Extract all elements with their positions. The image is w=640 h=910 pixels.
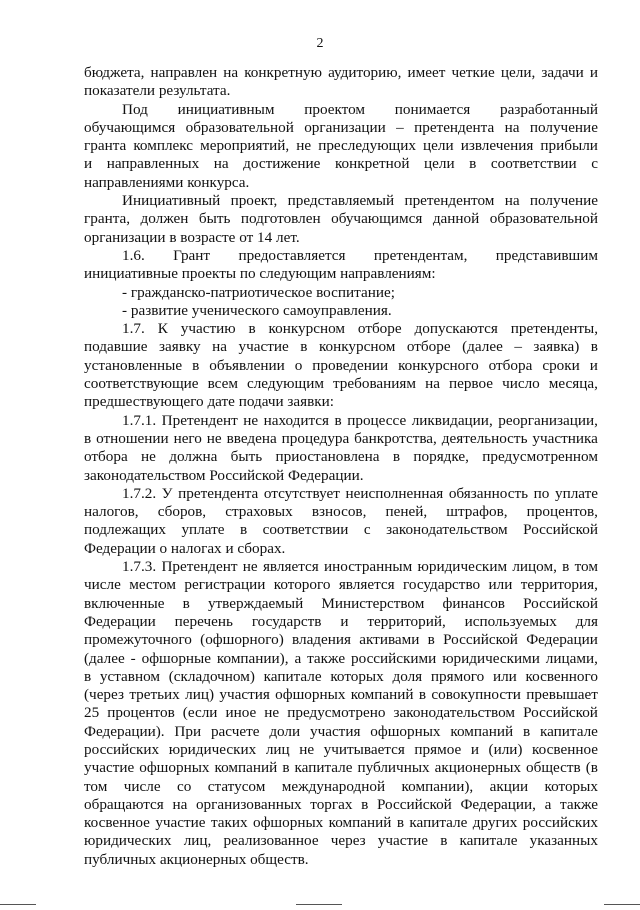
text-line: 25 процентов (если иное не предусмотрено законодательством Российской <box>84 704 598 722</box>
text-line: инициативные проекты по следующим направлениям: <box>84 265 436 283</box>
text-line: косвенное участие таких офшорных компаний в капитале других российских <box>84 814 598 832</box>
document-body <box>84 64 598 869</box>
text-line: подавшие заявку на участие в конкурсном отборе (далее – заявка) в <box>84 338 598 356</box>
text-line: 1.7.2. У претендента отсутствует неисполненная обязанность по уплате <box>122 484 598 502</box>
text-line: направлениями конкурса. <box>84 173 250 191</box>
text-line: Федерации о налогах и сборах. <box>84 539 286 557</box>
text-line: гранта, должен быть подготовлен обучающимся данной образовательной <box>84 210 598 228</box>
page-number: 2 <box>316 36 324 51</box>
text-line: юридических лиц, реализованное через участие в капитале указанных <box>84 832 598 850</box>
text-line: обращаются на организованных торгах в Российской Федерации, а также <box>84 795 598 813</box>
text-line: Под инициативным проектом понимается разработанный <box>122 100 598 118</box>
text-line: участие офшорных компаний в капитале публичных акционерных обществ (в <box>84 759 598 777</box>
text-line: числе местом регистрации которого является государство или территория, <box>84 576 598 594</box>
paragraph <box>84 302 598 320</box>
text-line: показатели результата. <box>84 82 231 100</box>
text-line: (далее - офшорные компании), а также российскими юридическими лицами, <box>84 649 598 667</box>
text-line: установленные в объявлении о проведении конкурсного отбора сроки и <box>84 356 598 374</box>
paragraph <box>84 192 598 247</box>
text-line: и направленных на достижение конкретной цели в соответствии с <box>84 155 598 173</box>
paragraph <box>84 412 598 485</box>
text-line: Инициативный проект, представляемый претендентом на получение <box>122 192 598 210</box>
text-line: налогов, сборов, страховых взносов, пеней, штрафов, процентов, <box>84 503 598 521</box>
text-line: включенные в утверждаемый Министерством финансов Российской <box>84 594 598 612</box>
text-line: 1.7.1. Претендент не находится в процессе ликвидации, реорганизации, <box>122 411 598 429</box>
paragraph <box>84 320 598 411</box>
text-line: организации в возрасте от 14 лет. <box>84 228 300 246</box>
text-line: в уставном (складочном) капитале которых доля прямого или косвенного <box>84 667 598 685</box>
text-line: отбора не должна быть приостановлена в порядке, предусмотренном <box>84 448 598 466</box>
paragraph <box>84 284 598 302</box>
text-line: предшествующего дате подачи заявки: <box>84 393 335 411</box>
text-line: подлежащих уплате в соответствии с законодательством Российской <box>84 521 598 539</box>
bottom-edge-mark-right <box>604 904 640 905</box>
paragraph <box>84 64 598 101</box>
text-line: (через третьих лиц) участия офшорных компаний в совокупности превышает <box>84 686 598 704</box>
text-line: бюджета, направлен на конкретную аудиторию, имеет четкие цели, задачи и <box>84 64 598 81</box>
text-line: соответствующие всем следующим требованиям на первое число месяца, <box>84 375 598 393</box>
paragraph <box>84 101 598 192</box>
text-line: 1.7.3. Претендент не является иностранным юридическим лицом, в том <box>122 558 598 576</box>
text-line: 1.6. Грант предоставляется претендентам, представившим <box>122 246 598 264</box>
text-line: Федерации перечень государств и территорий, используемых для <box>84 612 598 630</box>
text-line: том числе со статусом международной компании), акции которых <box>84 777 598 795</box>
paragraph <box>84 247 598 284</box>
text-line: Федерации). При расчете доли участия офшорных компаний в капитале <box>84 722 598 740</box>
text-line: российских юридических лиц не учитывается прямое и (или) косвенное <box>84 740 598 758</box>
bottom-edge-mark-center <box>296 904 342 905</box>
text-line: промежуточного (офшорного) владения активами в Российской Федерации <box>84 631 598 649</box>
text-line: - развитие ученического самоуправления. <box>122 301 392 319</box>
text-line: в отношении него не введена процедура банкротства, деятельность участника <box>84 429 598 447</box>
paragraph <box>84 485 598 558</box>
text-line: 1.7. К участию в конкурсном отборе допускаются претенденты, <box>122 320 598 338</box>
text-line: - гражданско-патриотическое воспитание; <box>122 283 395 301</box>
text-line: гранта комплекс мероприятий, не преследующих цели извлечения прибыли <box>84 137 598 155</box>
bottom-edge-mark-left <box>0 904 36 905</box>
text-line: публичных акционерных обществ. <box>84 850 309 868</box>
text-line: законодательством Российской Федерации. <box>84 466 364 484</box>
paragraph <box>84 558 598 869</box>
text-line: обучающимся образовательной организации – претендента на получение <box>84 118 598 136</box>
